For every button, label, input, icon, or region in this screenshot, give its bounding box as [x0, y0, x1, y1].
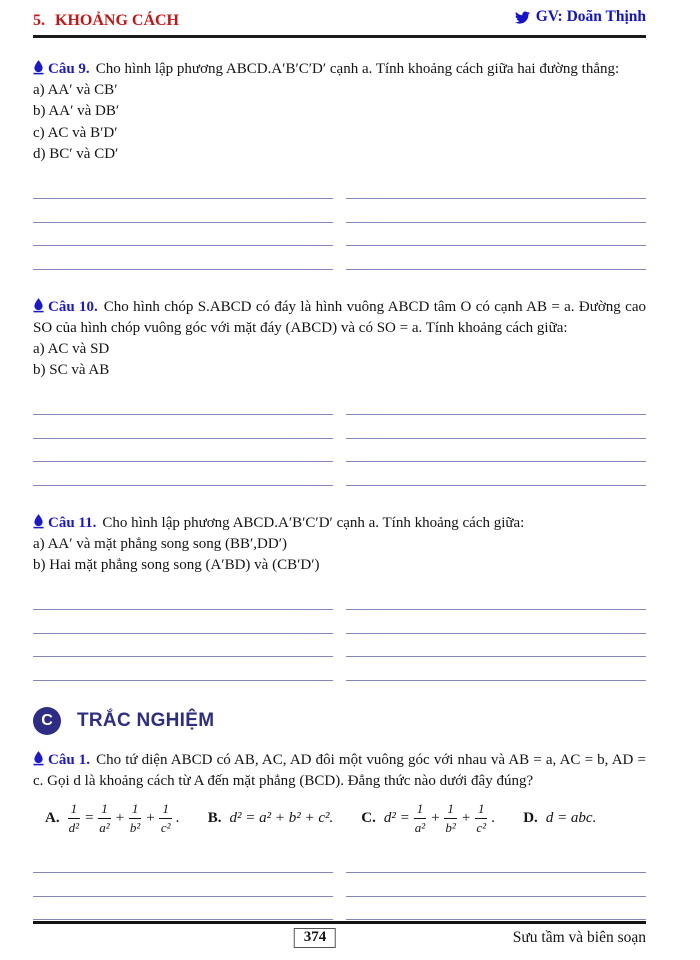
fraction-denominator: a²	[414, 820, 426, 835]
answer-line	[346, 873, 646, 897]
pen-icon	[33, 751, 44, 773]
answer-line	[33, 246, 333, 270]
answer-line-row	[33, 246, 646, 270]
answer-line	[33, 657, 333, 681]
answer-line-row	[33, 587, 646, 611]
question-label: Câu 1.	[48, 751, 91, 768]
mc-options-row	[33, 798, 646, 840]
answer-line	[33, 897, 333, 921]
formula-text: +	[460, 810, 471, 826]
fraction-denominator: b²	[445, 820, 456, 835]
mc-option	[45, 801, 182, 835]
teacher-name: GV: Doãn Thịnh	[535, 8, 646, 25]
question-items	[33, 80, 646, 166]
answer-line	[346, 415, 646, 439]
fraction-denominator: c²	[160, 820, 171, 835]
fraction-numerator: 1	[444, 801, 457, 819]
answer-line-row	[33, 657, 646, 681]
fraction-denominator: b²	[129, 820, 141, 835]
answer-line	[33, 587, 333, 611]
formula-text: +	[430, 810, 441, 826]
section-badge-letter: C	[41, 711, 53, 729]
answer-line	[346, 462, 646, 486]
formula-text: +	[145, 810, 156, 826]
fraction	[68, 801, 81, 835]
teacher-credit	[515, 8, 646, 26]
formula-text: d² = a² + b² + c².	[229, 810, 334, 826]
question-label: Câu 11.	[48, 514, 97, 531]
answer-line	[346, 657, 646, 681]
answer-line	[33, 610, 333, 634]
answer-line-row	[33, 199, 646, 223]
credit-text: Sưu tầm và biên soạn	[512, 929, 646, 946]
answer-line	[346, 587, 646, 611]
answer-line	[346, 176, 646, 200]
fraction-numerator: 1	[475, 801, 488, 819]
answer-lines-group	[33, 850, 646, 921]
page-number: 374	[294, 928, 337, 948]
answer-line-row	[33, 439, 646, 463]
fraction-denominator: c²	[476, 820, 487, 835]
question-body: Cho hình lập phương ABCD.A′B′C′D′ cạnh a. Tính khoảng cách giữa hai đường thẳng:	[95, 60, 620, 77]
answer-line	[346, 246, 646, 270]
question-body: Cho hình chóp S.ABCD có đáy là hình vuông ABCD tâm O có cạnh AB = a. Đường cao SO của hình chóp vuông góc với mặt đáy (ABCD) và có SO = a. Tính khoảng cách giữa:	[33, 298, 646, 336]
answer-line	[346, 610, 646, 634]
question-block-cau-11	[33, 512, 646, 681]
footer-row	[33, 928, 646, 954]
answer-line-row	[33, 610, 646, 634]
answer-line-row	[33, 634, 646, 658]
question-item: b) SC và AB	[33, 362, 110, 378]
question-body: Cho hình lập phương ABCD.A′B′C′D′ cạnh a. Tính khoảng cách giữa:	[102, 514, 525, 531]
answer-line-row	[33, 415, 646, 439]
answer-line	[346, 392, 646, 416]
pen-icon	[33, 514, 44, 536]
question-item: a) AA′ và mặt phẳng song song (BB′,DD′)	[33, 535, 287, 552]
section-title-text: TRẮC NGHIỆM	[77, 709, 215, 731]
formula-text: .	[491, 810, 496, 826]
chapter-heading	[33, 12, 179, 30]
section-number: 5.	[33, 11, 45, 29]
fraction-numerator: 1	[159, 801, 172, 819]
pen-icon	[33, 60, 44, 82]
page-header	[33, 8, 646, 38]
answer-line	[33, 850, 333, 874]
fraction-numerator: 1	[68, 801, 81, 819]
answer-line	[346, 223, 646, 247]
answer-line-row	[33, 897, 646, 921]
formula-text: .	[175, 810, 180, 826]
answer-line	[346, 897, 646, 921]
answer-line-row	[33, 223, 646, 247]
answer-lines-group	[33, 176, 646, 270]
formula-text: d = abc.	[545, 810, 597, 826]
question-header	[33, 296, 646, 339]
page-footer	[33, 921, 646, 954]
section-trac-nghiem	[33, 707, 646, 735]
mc-option	[523, 810, 598, 827]
answer-line	[33, 176, 333, 200]
fraction	[159, 801, 172, 835]
answer-line	[33, 462, 333, 486]
mc-option-label: A.	[45, 810, 60, 826]
answer-line	[33, 392, 333, 416]
answer-line	[33, 199, 333, 223]
fraction-numerator: 1	[414, 801, 427, 819]
fraction-numerator: 1	[129, 801, 142, 819]
mc-option	[208, 810, 336, 827]
answer-line	[346, 850, 646, 874]
twitter-icon	[515, 10, 530, 25]
formula-text: =	[84, 810, 95, 826]
section-badge	[33, 707, 61, 735]
question-item: b) AA′ và DB′	[33, 103, 120, 119]
question-header	[33, 512, 646, 534]
pen-icon	[33, 298, 44, 320]
answer-line	[33, 223, 333, 247]
formula-text: +	[114, 810, 125, 826]
answer-line-row	[33, 176, 646, 200]
answer-lines-group	[33, 392, 646, 486]
section-title: KHOẢNG CÁCH	[55, 11, 179, 29]
answer-line	[33, 415, 333, 439]
fraction-numerator: 1	[98, 801, 111, 819]
question-item: d) BC′ và CD′	[33, 146, 119, 162]
footer-rule	[33, 921, 646, 924]
answer-lines-group	[33, 587, 646, 681]
mc-option-label: C.	[361, 810, 376, 826]
question-body: Cho tứ diện ABCD có AB, AC, AD đôi một vuông góc với nhau và AB = a, AC = b, AD = c. Gọi d là khoảng cách từ A đến mặt phẳng (BCD). Đẳng thức nào dưới đây đúng?	[33, 751, 646, 789]
fraction	[98, 801, 111, 835]
question-header	[33, 749, 646, 792]
answer-line-row	[33, 392, 646, 416]
fraction	[475, 801, 488, 835]
answer-line	[33, 873, 333, 897]
answer-line	[346, 199, 646, 223]
question-block-cau-9	[33, 58, 646, 270]
formula-text: d² =	[383, 810, 410, 826]
question-header	[33, 58, 646, 80]
question-item: c) AC và B′D′	[33, 124, 118, 141]
mc-option-label: D.	[523, 810, 538, 826]
fraction-denominator: d²	[68, 820, 80, 835]
fraction	[444, 801, 457, 835]
question-label: Câu 9.	[48, 60, 90, 77]
answer-line-row	[33, 462, 646, 486]
answer-line-row	[33, 850, 646, 874]
question-items	[33, 534, 646, 577]
fraction	[414, 801, 427, 835]
question-item: b) Hai mặt phẳng song song (A′BD) và (CB′D′)	[33, 557, 320, 573]
question-label: Câu 10.	[48, 298, 98, 315]
fraction-denominator: a²	[99, 820, 110, 835]
question-block-cau-10	[33, 296, 646, 486]
answer-line	[33, 634, 333, 658]
answer-line-row	[33, 873, 646, 897]
answer-line	[346, 439, 646, 463]
question-item: a) AA′ và CB′	[33, 81, 118, 98]
question-items	[33, 339, 646, 382]
fraction	[129, 801, 142, 835]
question-item: a) AC và SD	[33, 340, 110, 357]
mc-option	[361, 801, 497, 835]
answer-line	[33, 439, 333, 463]
mc-option-label: B.	[207, 810, 222, 826]
answer-line	[346, 634, 646, 658]
question-block-cau-1	[33, 749, 646, 921]
